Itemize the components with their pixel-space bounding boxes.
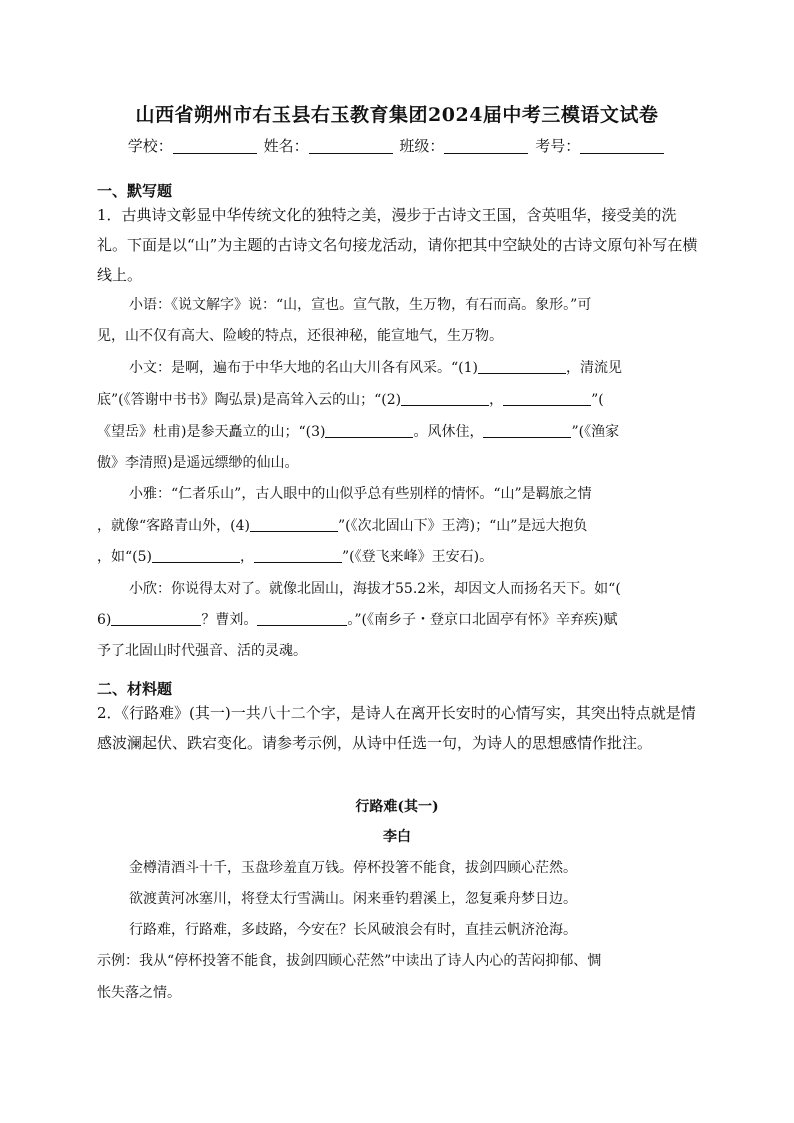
xiaoya-text-c: ”(《次北固山下》王湾)；“山”是远大抱负 — [338, 518, 588, 534]
xiaowen-line-4: 傲》李清照)是遥远缥缈的仙山。 — [97, 455, 299, 471]
question-2-intro: 2．《行路难》(其一)一共八十二个字，是诗人在离开长安时的心情写实，其突出特点就是情感波澜起伏、跌宕变化。请参考示例，从诗中任选一句，为诗人的思想感情作批注。 — [97, 704, 696, 752]
xiaoya-line-2 — [97, 511, 701, 541]
xiaowen-line-3 — [97, 417, 701, 447]
blank-1[interactable] — [478, 359, 566, 374]
xiaoxin-text-c: ？曹刘。 — [201, 612, 258, 628]
poem-title: 行路难(其一) — [355, 799, 439, 815]
section-heading-dictation: 一、默写题 — [97, 182, 173, 200]
example-line-1: 示例：我从“停杯投箸不能食，拔剑四顾心茫然”中读出了诗人内心的苦闷抑郁、惆 — [97, 953, 602, 969]
xiaoya-text-f: ”(《登飞来峰》王安石)。 — [342, 549, 494, 565]
xiaoya-text-b: ，就像“客路青山外，(4) — [97, 518, 250, 534]
xiaoxin-text-b: 6) — [97, 612, 112, 628]
xiaowen-text-a: 小文：是啊，遍布于中华大地的名山大川各有风采。“(1) — [129, 360, 478, 376]
xiaowen-line-1 — [129, 353, 701, 383]
blank-3b[interactable] — [483, 423, 571, 438]
section-heading-material: 二、材料题 — [97, 680, 173, 698]
xiaoya-text-d: ，如“(5) — [97, 549, 152, 565]
xiaoya-line-3 — [97, 542, 701, 572]
blank-5a[interactable] — [152, 548, 240, 563]
xiaoxin-line-1: 小欣：你说得太对了。就像北固山，海拔才55.2米，却因文人而扬名天下。如“( — [129, 581, 621, 597]
class-label: 班级： — [399, 137, 445, 155]
poem-line-3: 行路难，行路难，多歧路，今安在？长风破浪会有时，直挂云帆济沧海。 — [129, 922, 577, 938]
blank-6b[interactable] — [257, 611, 347, 626]
school-label: 学校： — [127, 137, 173, 155]
poem-author: 李白 — [383, 829, 411, 845]
xiaoyu-line-2: 见，山不仅有高大、险峻的特点，还很神秘，能宣地气，生万物。 — [97, 328, 503, 344]
blank-2b[interactable] — [503, 391, 591, 406]
question-1-intro: 1．古典诗文彰显中华传统文化的独特之美，漫步于古诗文王国，含英咀华，接受美的洗礼。下面是以“山”为主题的古诗文名句接龙活动，请你把其中空缺处的古诗文原句补写在横线上。 — [97, 206, 698, 284]
blank-6a[interactable] — [111, 611, 201, 626]
xiaoxin-line-2 — [97, 605, 701, 635]
xiaowen-line-2 — [97, 385, 701, 415]
page-title: 山西省朔州市右玉县右玉教育集团2024届中考三模语文试卷 — [135, 104, 659, 126]
example-line-2: 怅失落之情。 — [97, 985, 181, 1001]
xiaoya-text-e: ， — [240, 549, 254, 565]
xiaowen-text-h: ”(《渔家 — [571, 424, 620, 440]
poem-line-1: 金樽清酒斗十千，玉盘珍羞直万钱。停杯投箸不能食，拔剑四顾心茫然。 — [129, 860, 577, 876]
number-field[interactable] — [580, 138, 664, 154]
name-label: 姓名： — [263, 137, 309, 155]
xiaoyu-line-1: 小语：《说文解字》说：“山，宣也。宣气散，生万物，有石而高。象形。”可 — [129, 297, 592, 313]
xiaoxin-line-3: 予了北固山时代强音、活的灵魂。 — [97, 643, 307, 659]
class-field[interactable] — [444, 138, 528, 154]
blank-5b[interactable] — [254, 548, 342, 563]
school-field[interactable] — [173, 138, 257, 154]
number-label: 考号： — [535, 137, 581, 155]
xiaoxin-text-d: 。”(《南乡子・登京口北固亭有怀》辛弃疾)赋 — [347, 612, 618, 628]
student-info-line — [0, 135, 794, 156]
xiaowen-text-d: ， — [489, 392, 504, 408]
xiaowen-text-c: 底”(《答谢中书书》陶弘景)是高耸入云的山；“(2) — [97, 392, 402, 408]
xiaowen-text-f: 《望岳》杜甫)是参天矗立的山；“(3) — [97, 424, 326, 440]
xiaowen-text-g: 。风休住， — [413, 424, 484, 440]
poem-line-2: 欲渡黄河冰塞川，将登太行雪满山。闲来垂钓碧溪上，忽复乘舟梦日边。 — [129, 891, 577, 907]
xiaowen-text-b: ，清流见 — [566, 360, 622, 376]
name-field[interactable] — [309, 138, 393, 154]
blank-2a[interactable] — [401, 391, 489, 406]
xiaoya-line-1: 小雅：“仁者乐山”，古人眼中的山似乎总有些别样的情怀。“山”是羁旅之情 — [129, 486, 592, 502]
blank-4[interactable] — [250, 517, 338, 532]
blank-3a[interactable] — [325, 423, 413, 438]
xiaowen-text-e: ”( — [591, 392, 604, 408]
